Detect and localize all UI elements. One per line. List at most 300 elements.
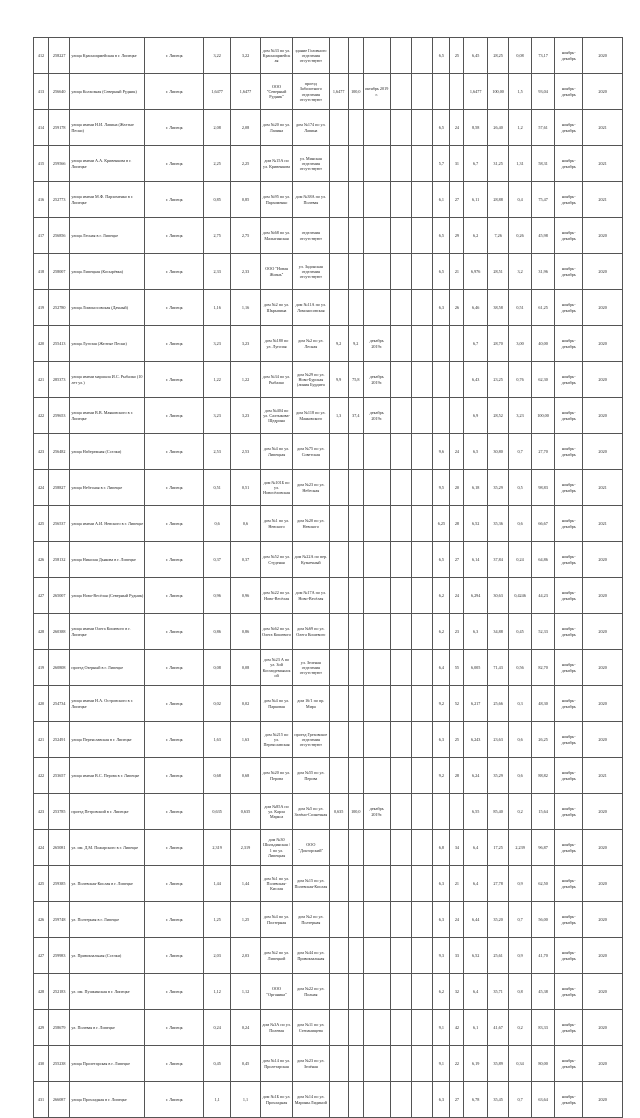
table-cell-city: г. Липецк bbox=[145, 1082, 204, 1118]
table-cell-i bbox=[450, 362, 464, 398]
table-cell-k: 25,66 bbox=[487, 686, 508, 722]
table-cell-term: ноябрь-декабрь bbox=[555, 362, 583, 398]
table-cell-from: дом №20 по ул. Лапина bbox=[260, 110, 292, 146]
table-cell-e bbox=[363, 722, 390, 758]
table-cell-city: г. Липецк bbox=[145, 362, 204, 398]
table-cell-f bbox=[390, 470, 411, 506]
table-cell-id: 252183 bbox=[48, 974, 69, 1010]
table-cell-to: дом №29 по ул. Ново-Бурская (линия Бурдиеа bbox=[293, 362, 329, 398]
table-cell-e bbox=[363, 1046, 390, 1082]
table-cell-a: 1,1 bbox=[204, 1082, 231, 1118]
table-row bbox=[34, 110, 623, 146]
table-cell-k: 34,88 bbox=[487, 614, 508, 650]
table-cell-e bbox=[363, 218, 390, 254]
table-cell-e bbox=[363, 434, 390, 470]
table-cell-a: 2,75 bbox=[204, 218, 231, 254]
table-cell-g bbox=[411, 758, 432, 794]
table-cell-n: 423 bbox=[34, 794, 49, 830]
table-cell-street: улица Небесная в г. Липецке bbox=[70, 470, 145, 506]
table-cell-from: дом №404 по ул. Салтыкова-Щедрина bbox=[260, 398, 292, 434]
table-cell-j: 6,243 bbox=[464, 722, 488, 758]
table-cell-g bbox=[411, 1082, 432, 1118]
table-cell-h: 9,6 bbox=[433, 434, 450, 470]
table-cell-d bbox=[348, 1010, 363, 1046]
table-cell-n: 417 bbox=[34, 218, 49, 254]
table-cell-id: 259385 bbox=[48, 866, 69, 902]
table-cell-h bbox=[433, 398, 450, 434]
table-cell-b: 3,23 bbox=[231, 398, 261, 434]
table-cell-m: 31,96 bbox=[531, 254, 555, 290]
table-cell-g bbox=[411, 794, 432, 830]
table-cell-b: 1,25 bbox=[231, 902, 261, 938]
table-cell-street: улица имени В.С. Перова в г. Липецке bbox=[70, 758, 145, 794]
table-cell-d bbox=[348, 830, 363, 866]
table-cell-m: 56,00 bbox=[531, 902, 555, 938]
table-cell-term: ноябрь-декабрь bbox=[555, 290, 583, 326]
table-cell-l: 2,239 bbox=[509, 830, 531, 866]
table-cell-f bbox=[390, 290, 411, 326]
table-cell-l: 0,6 bbox=[509, 506, 531, 542]
table-cell-c bbox=[329, 1046, 348, 1082]
table-cell-h: 6,3 bbox=[433, 902, 450, 938]
table-cell-term: ноябрь-декабрь bbox=[555, 542, 583, 578]
table-cell-g bbox=[411, 74, 432, 110]
table-cell-year: 2020 bbox=[583, 794, 623, 830]
table-cell-b: 2,319 bbox=[231, 830, 261, 866]
table-cell-i: 22 bbox=[450, 1046, 464, 1082]
table-cell-from: дом №23 А по ул. Зой Космодемьянской bbox=[260, 650, 292, 686]
table-cell-city: г. Липецк bbox=[145, 758, 204, 794]
table-row bbox=[34, 758, 623, 794]
table-cell-h: 9,1 bbox=[433, 1046, 450, 1082]
table-row bbox=[34, 866, 623, 902]
table-cell-f bbox=[390, 722, 411, 758]
table-cell-d bbox=[348, 146, 363, 182]
table-cell-year: 2021 bbox=[583, 110, 623, 146]
table-cell-f bbox=[390, 830, 411, 866]
table-cell-year: 2020 bbox=[583, 614, 623, 650]
table-cell-to: дом №14 по ул. Марины Лидиной bbox=[293, 1082, 329, 1118]
table-cell-id: 265081 bbox=[48, 830, 69, 866]
table-cell-from: дом №3А по ул. Полевая bbox=[260, 1010, 292, 1046]
table-cell-street: улица имени А.А. Кривенкова в г. Липецке bbox=[70, 146, 145, 182]
table-cell-b: 0,37 bbox=[231, 542, 261, 578]
table-cell-l: 0,5 bbox=[509, 470, 531, 506]
table-cell-k: 41,67 bbox=[487, 1010, 508, 1046]
table-cell-id: 255413 bbox=[48, 326, 69, 362]
table-row bbox=[34, 398, 623, 434]
table-cell-street: ул. им. Д.М. Пожарского в г. Липецке bbox=[70, 830, 145, 866]
table-row bbox=[34, 686, 623, 722]
table-cell-n: 428 bbox=[34, 614, 49, 650]
table-cell-to: дом №11 по ул. Степанищева bbox=[293, 1010, 329, 1046]
table-cell-to: дом №75 по ул. Советская bbox=[293, 434, 329, 470]
table-cell-k: 28,25 bbox=[487, 38, 508, 74]
table-cell-city: г. Липецк bbox=[145, 794, 204, 830]
table-cell-to: здание Головного отделения отсутствуют bbox=[293, 38, 329, 74]
table-cell-k: 28,51 bbox=[487, 254, 508, 290]
table-row bbox=[34, 1010, 623, 1046]
table-cell-i: 24 bbox=[450, 434, 464, 470]
table-cell-street: улица имени Н.И. Лапина (Желтые Пески) bbox=[70, 110, 145, 146]
table-cell-f bbox=[390, 506, 411, 542]
table-cell-m: 45,38 bbox=[531, 974, 555, 1010]
table-cell-k: 37,84 bbox=[487, 542, 508, 578]
table-cell-n: 425 bbox=[34, 866, 49, 902]
table-cell-a: 1,44 bbox=[204, 866, 231, 902]
table-cell-to: дом №22А по пер. Кузнечный bbox=[293, 542, 329, 578]
table-row bbox=[34, 182, 623, 218]
table-cell-m: 98,83 bbox=[531, 470, 555, 506]
table-cell-e bbox=[363, 470, 390, 506]
table-cell-m: 66,67 bbox=[531, 506, 555, 542]
table-cell-k: 31,25 bbox=[487, 146, 508, 182]
table-cell-c bbox=[329, 650, 348, 686]
table-cell-m: 45,98 bbox=[531, 218, 555, 254]
table-cell-id: 260388 bbox=[48, 614, 69, 650]
table-cell-f bbox=[390, 254, 411, 290]
table-cell-year: 2020 bbox=[583, 938, 623, 974]
table-cell-i: 21 bbox=[450, 254, 464, 290]
table-cell-k: 35,36 bbox=[487, 506, 508, 542]
table-cell-street: улица Ново-Весёлая (Северный Рудник) bbox=[70, 578, 145, 614]
table-cell-street: ул. Полевая в г. Липецке bbox=[70, 1010, 145, 1046]
table-cell-street: улица имени Олега Кошевого в г. Липецке bbox=[70, 614, 145, 650]
table-cell-l: 3,23 bbox=[509, 398, 531, 434]
table-cell-h: 6,3 bbox=[433, 722, 450, 758]
table-cell-l: 0,51 bbox=[509, 290, 531, 326]
table-cell-to: дом №118 по ул. Маяковского bbox=[293, 398, 329, 434]
table-cell-term: ноябрь-декабрь bbox=[555, 938, 583, 974]
table-row bbox=[34, 254, 623, 290]
table-cell-year: 2021 bbox=[583, 758, 623, 794]
table-cell-term: ноябрь-декабрь bbox=[555, 794, 583, 830]
table-cell-c bbox=[329, 254, 348, 290]
table-cell-c bbox=[329, 506, 348, 542]
table-cell-city: г. Липецк bbox=[145, 902, 204, 938]
table-cell-street: ул. им. Пушкинская в г. Липецке bbox=[70, 974, 145, 1010]
table-cell-term: ноябрь-декабрь bbox=[555, 38, 583, 74]
table-cell-city: г. Липецк bbox=[145, 830, 204, 866]
table-cell-g bbox=[411, 830, 432, 866]
table-cell-from: дом №215 по ул. Переяславская bbox=[260, 722, 292, 758]
table-cell-id: 259748 bbox=[48, 902, 69, 938]
table-cell-city: г. Липецк bbox=[145, 866, 204, 902]
table-cell-k: 100,00 bbox=[487, 74, 508, 110]
table-cell-k: 85,40 bbox=[487, 794, 508, 830]
table-cell-g bbox=[411, 254, 432, 290]
table-cell-a: 1,6477 bbox=[204, 74, 231, 110]
table-cell-j: 8,58 bbox=[464, 110, 488, 146]
table-cell-to: ООО "Докторский" bbox=[293, 830, 329, 866]
table-cell-c bbox=[329, 470, 348, 506]
table-cell-h: 9,1 bbox=[433, 1010, 450, 1046]
table-cell-k: 35,20 bbox=[487, 902, 508, 938]
table-cell-from: дом №20 по ул. Перова bbox=[260, 758, 292, 794]
table-cell-b: 0,08 bbox=[231, 650, 261, 686]
table-cell-street: улица Лесная в г. Липецке bbox=[70, 218, 145, 254]
table-cell-i: 34 bbox=[450, 830, 464, 866]
table-cell-m: 15,64 bbox=[531, 794, 555, 830]
table-cell-c bbox=[329, 974, 348, 1010]
table-cell-c bbox=[329, 866, 348, 902]
table-cell-to: дом №20 по ул. Невского bbox=[293, 506, 329, 542]
table-cell-j: 6,4 bbox=[464, 866, 488, 902]
table-cell-d bbox=[348, 686, 363, 722]
table-cell-d bbox=[348, 578, 363, 614]
table-cell-from: дом №180 по ул. Лугозая bbox=[260, 326, 292, 362]
table-cell-d bbox=[348, 866, 363, 902]
table-row bbox=[34, 614, 623, 650]
table-cell-i: 25 bbox=[450, 38, 464, 74]
table-cell-from: дом №1 по ул. Полевская-Кислая bbox=[260, 866, 292, 902]
table-cell-id: 266087 bbox=[48, 1082, 69, 1118]
table-cell-j: 6,976 bbox=[464, 254, 488, 290]
table-cell-c bbox=[329, 290, 348, 326]
table-cell-a: 0,86 bbox=[204, 614, 231, 650]
table-cell-a: 0,635 bbox=[204, 794, 231, 830]
table-cell-g bbox=[411, 506, 432, 542]
table-cell-a: 3,23 bbox=[204, 326, 231, 362]
table-cell-h: 6,2 bbox=[433, 614, 450, 650]
table-cell-m: 48,30 bbox=[531, 686, 555, 722]
table-cell-street: улица Николая Дьякова в г. Липецке bbox=[70, 542, 145, 578]
table-cell-city: г. Липецк bbox=[145, 614, 204, 650]
table-cell-city: г. Липецк bbox=[145, 650, 204, 686]
table-cell-id: 256537 bbox=[48, 506, 69, 542]
table-cell-m: 44,23 bbox=[531, 578, 555, 614]
table-cell-f bbox=[390, 362, 411, 398]
table-cell-b: 2,25 bbox=[231, 146, 261, 182]
table-cell-l: 3,00 bbox=[509, 326, 531, 362]
table-cell-j: 6,2 bbox=[464, 218, 488, 254]
table-cell-year: 2020 bbox=[583, 902, 623, 938]
table-cell-d bbox=[348, 938, 363, 974]
table-row bbox=[34, 938, 623, 974]
table-cell-m: 83,33 bbox=[531, 1010, 555, 1046]
table-cell-l: 0,34 bbox=[509, 1046, 531, 1082]
table-cell-d bbox=[348, 182, 363, 218]
table-cell-street: улица имени Н.А. Островского в г. Липецке bbox=[70, 686, 145, 722]
table-cell-d: 9,2 bbox=[348, 326, 363, 362]
table-cell-k: 71,43 bbox=[487, 650, 508, 686]
table-cell-m: 40,00 bbox=[531, 326, 555, 362]
table-cell-id: 258007 bbox=[48, 254, 69, 290]
table-cell-from: дом №1 по ул. Невского bbox=[260, 506, 292, 542]
table-cell-f bbox=[390, 1082, 411, 1118]
table-cell-f bbox=[390, 1046, 411, 1082]
table-cell-h: 9,5 bbox=[433, 470, 450, 506]
table-row bbox=[34, 362, 623, 398]
table-cell-n: 423 bbox=[34, 434, 49, 470]
table-cell-to: дом №15 по ул. Полевская-Кислая bbox=[293, 866, 329, 902]
table-cell-to: дом №17А по ул. Ново-Весёлая bbox=[293, 578, 329, 614]
table-cell-j: 6,7 bbox=[464, 326, 488, 362]
table-cell-a: 3,22 bbox=[204, 38, 231, 74]
table-cell-city: г. Липецк bbox=[145, 182, 204, 218]
table-cell-k: 28,88 bbox=[487, 182, 508, 218]
table-cell-year: 2021 bbox=[583, 470, 623, 506]
table-cell-l: 0,7 bbox=[509, 434, 531, 470]
table-cell-street: улица Набережная (Сселки) bbox=[70, 434, 145, 470]
table-row bbox=[34, 470, 623, 506]
table-cell-f bbox=[390, 614, 411, 650]
table-cell-term: ноябрь-декабрь bbox=[555, 902, 583, 938]
table-cell-k: 38,58 bbox=[487, 290, 508, 326]
table-cell-term: ноябрь-декабрь bbox=[555, 218, 583, 254]
table-cell-g bbox=[411, 1046, 432, 1082]
table-cell-a: 2,03 bbox=[204, 938, 231, 974]
table-cell-j: 6,3 bbox=[464, 614, 488, 650]
table-cell-year: 2020 bbox=[583, 434, 623, 470]
table-cell-id: 256482 bbox=[48, 434, 69, 470]
table-cell-city: г. Липецк bbox=[145, 974, 204, 1010]
table-cell-to: дом №11А по ул. Ломоносовская bbox=[293, 290, 329, 326]
table-cell-g bbox=[411, 578, 432, 614]
table-cell-k: 17,25 bbox=[487, 830, 508, 866]
table-cell-city: г. Липецк bbox=[145, 938, 204, 974]
table-cell-term: ноябрь-декабрь bbox=[555, 110, 583, 146]
table-cell-c bbox=[329, 38, 348, 74]
table-cell-a: 1,63 bbox=[204, 722, 231, 758]
table-row bbox=[34, 326, 623, 362]
table-cell-n: 431 bbox=[34, 1082, 49, 1118]
table-cell-k: 25,61 bbox=[487, 938, 508, 974]
table-cell-year: 2020 bbox=[583, 74, 623, 110]
table-cell-g bbox=[411, 542, 432, 578]
table-cell-to: дом №5 по ул. Зелёно-Солнечная bbox=[293, 794, 329, 830]
table-cell-city: г. Липецк bbox=[145, 578, 204, 614]
table-cell-c bbox=[329, 902, 348, 938]
table-cell-h: 6,5 bbox=[433, 542, 450, 578]
table-cell-m: 93,04 bbox=[531, 74, 555, 110]
table-cell-to: ул. Зеленая отделения отсутствуют bbox=[293, 650, 329, 686]
table-cell-e bbox=[363, 506, 390, 542]
table-cell-d bbox=[348, 38, 363, 74]
table-cell-e bbox=[363, 758, 390, 794]
table-cell-n: 420 bbox=[34, 686, 49, 722]
table-cell-b: 1,1 bbox=[231, 1082, 261, 1118]
table-cell-e: декабрь 2019г. bbox=[363, 326, 390, 362]
table-cell-m: 64,86 bbox=[531, 542, 555, 578]
table-cell-l: 0,26 bbox=[509, 218, 531, 254]
table-cell-g bbox=[411, 686, 432, 722]
table-cell-i: 25 bbox=[450, 722, 464, 758]
table-cell-city: г. Липецк bbox=[145, 146, 204, 182]
table-cell-street: улица Пролетарская в г. Липецке bbox=[70, 1046, 145, 1082]
table-cell-b: 0,24 bbox=[231, 1010, 261, 1046]
table-cell-c bbox=[329, 218, 348, 254]
table-cell-i: 55 bbox=[450, 650, 464, 686]
table-cell-f bbox=[390, 974, 411, 1010]
table-cell-g bbox=[411, 218, 432, 254]
table-cell-c bbox=[329, 1082, 348, 1118]
table-cell-b: 2,08 bbox=[231, 110, 261, 146]
table-cell-g bbox=[411, 974, 432, 1010]
table-cell-e bbox=[363, 614, 390, 650]
table-cell-f bbox=[390, 794, 411, 830]
table-cell-l: 0,4 bbox=[509, 182, 531, 218]
table-cell-b: 0,02 bbox=[231, 686, 261, 722]
table-cell-to: дом №2 по ул. Полтерная bbox=[293, 902, 329, 938]
table-cell-a: 0,6 bbox=[204, 506, 231, 542]
table-cell-f bbox=[390, 1010, 411, 1046]
table-cell-h: 9,3 bbox=[433, 938, 450, 974]
table-cell-a: 0,68 bbox=[204, 758, 231, 794]
table-cell-j: 6,43 bbox=[464, 362, 488, 398]
table-cell-e bbox=[363, 290, 390, 326]
table-cell-year: 2020 bbox=[583, 722, 623, 758]
table-cell-to: дом 16/1 по пр. Мира bbox=[293, 686, 329, 722]
table-cell-year: 2020 bbox=[583, 362, 623, 398]
table-cell-l: 0,76 bbox=[509, 362, 531, 398]
table-cell-n: 413 bbox=[34, 74, 49, 110]
table-cell-i: 27 bbox=[450, 542, 464, 578]
table-cell-b: 0,96 bbox=[231, 578, 261, 614]
table-cell-b: 0,86 bbox=[231, 614, 261, 650]
table-cell-street: улица Прохладная в г. Липецке bbox=[70, 1082, 145, 1118]
table-cell-id: 259178 bbox=[48, 110, 69, 146]
table-cell-city: г. Липецк bbox=[145, 1010, 204, 1046]
table-cell-e: декабрь 2019г. bbox=[363, 362, 390, 398]
table-cell-e bbox=[363, 650, 390, 686]
table-cell-from: дом №14 по ул. Пролетарская bbox=[260, 1046, 292, 1082]
table-cell-i: 28 bbox=[450, 506, 464, 542]
table-cell-id: 252491 bbox=[48, 722, 69, 758]
table-cell-f bbox=[390, 758, 411, 794]
table-cell-l: 0,3 bbox=[509, 686, 531, 722]
table-cell-a: 0,24 bbox=[204, 1010, 231, 1046]
table-cell-year: 2020 bbox=[583, 578, 623, 614]
table-cell-e bbox=[363, 1010, 390, 1046]
table-cell-j: 1,6477 bbox=[464, 74, 488, 110]
table-cell-f bbox=[390, 902, 411, 938]
table-cell-street: ул. Привокзальная (Сселки) bbox=[70, 938, 145, 974]
table-cell-id: 285373 bbox=[48, 362, 69, 398]
table-cell-city: г. Липецк bbox=[145, 470, 204, 506]
table-cell-n: 429 bbox=[34, 1010, 49, 1046]
table-cell-id: 259983 bbox=[48, 938, 69, 974]
table-cell-d bbox=[348, 506, 363, 542]
table-cell-term: ноябрь-декабрь bbox=[555, 470, 583, 506]
table-cell-b: 0,45 bbox=[231, 1046, 261, 1082]
table-cell-g bbox=[411, 362, 432, 398]
table-cell-id: 259566 bbox=[48, 146, 69, 182]
table-row bbox=[34, 506, 623, 542]
table-cell-year: 2021 bbox=[583, 506, 623, 542]
table-cell-m: 41,70 bbox=[531, 938, 555, 974]
table-cell-i: 29 bbox=[450, 218, 464, 254]
table-cell-l: 0,2 bbox=[509, 1010, 531, 1046]
table-cell-k: 28,70 bbox=[487, 326, 508, 362]
table-row bbox=[34, 650, 623, 686]
table-cell-street: проезд Петровский в г. Липецке bbox=[70, 794, 145, 830]
table-cell-c bbox=[329, 542, 348, 578]
table-cell-year: 2020 bbox=[583, 542, 623, 578]
table-cell-c bbox=[329, 578, 348, 614]
table-cell-m: 63,64 bbox=[531, 1082, 555, 1118]
table-cell-a: 1,22 bbox=[204, 362, 231, 398]
table-cell-c: 1,6477 bbox=[329, 74, 348, 110]
table-cell-k: 23,63 bbox=[487, 722, 508, 758]
table-cell-to: дом №55 по ул. Перова bbox=[293, 758, 329, 794]
table-cell-street: улица имени А.И. Невского в г. Липецке bbox=[70, 506, 145, 542]
table-cell-k: 35,71 bbox=[487, 974, 508, 1010]
table-cell-h: 5,7 bbox=[433, 146, 450, 182]
table-cell-m: 62,50 bbox=[531, 866, 555, 902]
table-cell-d: 37,4 bbox=[348, 398, 363, 434]
table-cell-year: 2020 bbox=[583, 38, 623, 74]
